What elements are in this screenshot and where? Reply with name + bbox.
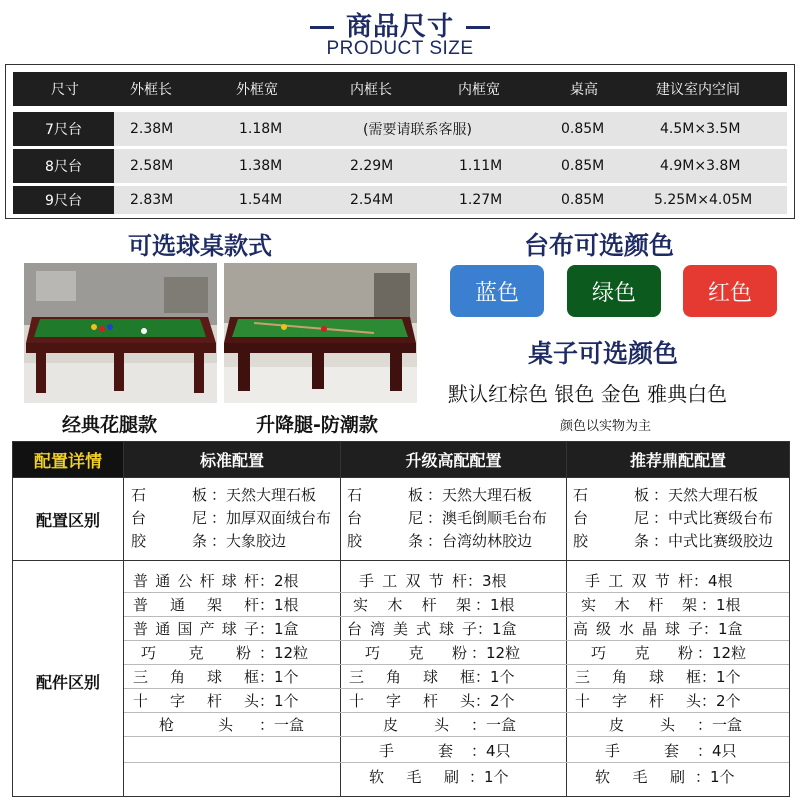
config-table bbox=[12, 441, 790, 797]
table-height: 0.85M bbox=[561, 158, 605, 174]
row-divider bbox=[124, 592, 789, 593]
config-diff-label: 配置区别 bbox=[35, 511, 100, 530]
acc-item: 手套 ：4只 bbox=[605, 742, 737, 760]
inner-note: (需要请联系客服) bbox=[363, 122, 472, 138]
lift-table-icon bbox=[224, 263, 417, 403]
title-dash-right bbox=[466, 26, 490, 29]
room-space: 5.25M×4.05M bbox=[654, 192, 753, 208]
title-text: 商品尺寸 bbox=[345, 12, 454, 42]
row-divider bbox=[124, 688, 789, 689]
caption-classic: 经典花腿款 bbox=[62, 414, 158, 436]
table-height: 0.85M bbox=[561, 192, 605, 208]
table-height: 0.85M bbox=[561, 121, 605, 137]
spec-upgrade: 石板 ：天然大理石板 台尼 ：澳毛倒顺毛台布 胶条 ：台湾幼林胶边 bbox=[347, 486, 548, 550]
row-divider bbox=[124, 664, 789, 665]
acc-item: 十字杆头：2个 bbox=[575, 692, 741, 710]
outer-length: 2.38M bbox=[130, 121, 174, 137]
outer-length: 2.83M bbox=[130, 192, 174, 208]
acc-item: 实木杆架 ：1根 bbox=[353, 596, 515, 614]
cloth-color-red[interactable]: 红色 bbox=[683, 265, 777, 317]
color-note: 颜色以实物为主 bbox=[560, 419, 652, 434]
table-photo-lift bbox=[224, 263, 417, 403]
size-table-header bbox=[13, 72, 787, 106]
col-outer-width: 外框宽 bbox=[236, 82, 278, 98]
acc-item: 普通国产球子：1盒 bbox=[133, 620, 299, 638]
body-colors-title: 桌子可选颜色 bbox=[528, 339, 679, 368]
inner-width: 1.11M bbox=[459, 158, 503, 174]
inner-length: 2.54M bbox=[350, 192, 394, 208]
col-inner-width: 内框宽 bbox=[458, 82, 500, 98]
acc-item: 普通架杆：1根 bbox=[133, 596, 299, 614]
room-space: 4.5M×3.5M bbox=[660, 121, 741, 137]
acc-item: 软毛刷 ：1个 bbox=[595, 768, 735, 786]
row-divider bbox=[124, 736, 789, 737]
col-space: 建议室内空间 bbox=[656, 82, 740, 98]
row-divider bbox=[124, 712, 789, 713]
outer-length: 2.58M bbox=[130, 158, 174, 174]
col-height: 桌高 bbox=[570, 82, 598, 98]
acc-item: 巧克粉 ：12粒 bbox=[141, 644, 309, 662]
outer-width: 1.54M bbox=[239, 192, 283, 208]
acc-item: 十字杆头：2个 bbox=[349, 692, 515, 710]
acc-item: 三角球框：1个 bbox=[349, 668, 515, 686]
acc-item: 手套 ：4只 bbox=[379, 742, 511, 760]
acc-item: 皮头 ：一盒 bbox=[609, 716, 743, 734]
acc-item: 手工双节杆：3根 bbox=[359, 572, 507, 590]
table-photo-classic bbox=[24, 263, 217, 403]
body-color-options: 默认红棕色 银色 金色 雅典白色 bbox=[448, 382, 728, 406]
cloth-color-green[interactable]: 绿色 bbox=[567, 265, 661, 317]
acc-item: 高级水晶球子：1盒 bbox=[573, 620, 743, 638]
page-subtitle: PRODUCT SIZE bbox=[326, 38, 474, 59]
acc-item: 巧克粉 ：12粒 bbox=[365, 644, 521, 662]
col-inner-length: 内框长 bbox=[350, 82, 392, 98]
acc-item: 巧克粉 ：12粒 bbox=[591, 644, 747, 662]
row-divider bbox=[124, 762, 789, 763]
room-space: 4.9M×3.8M bbox=[660, 158, 741, 174]
acc-item: 普通公杆球杆：2根 bbox=[133, 572, 299, 590]
accessory-diff-label: 配件区别 bbox=[35, 673, 100, 692]
classic-table-icon bbox=[24, 263, 217, 403]
cloth-colors-title: 台布可选颜色 bbox=[524, 231, 675, 260]
config-header-label: 配置详情 bbox=[13, 442, 123, 477]
acc-item: 三角球框：1个 bbox=[575, 668, 741, 686]
inner-width: 1.27M bbox=[459, 192, 503, 208]
inner-length: 2.29M bbox=[350, 158, 394, 174]
size-label: 7尺台 bbox=[13, 112, 114, 146]
config-col-premium: 推荐鼎配配置 bbox=[567, 442, 789, 477]
size-row-8ft bbox=[13, 149, 787, 183]
col-outer-length: 外框长 bbox=[130, 82, 172, 98]
outer-width: 1.38M bbox=[239, 158, 283, 174]
acc-item: 皮头 ：一盒 bbox=[383, 716, 517, 734]
outer-width: 1.18M bbox=[239, 121, 283, 137]
styles-title: 可选球桌款式 bbox=[128, 232, 272, 260]
size-label: 8尺台 bbox=[13, 149, 114, 183]
acc-item: 十字杆头：1个 bbox=[133, 692, 299, 710]
row-divider bbox=[124, 640, 789, 641]
row-divider bbox=[124, 616, 789, 617]
acc-item: 实木杆架 ：1根 bbox=[581, 596, 741, 614]
spec-premium: 石板 ：天然大理石板 台尼 ：中式比赛级台布 胶条 ：中式比赛级胶边 bbox=[573, 486, 774, 550]
spec-standard: 石板 ：天然大理石板 台尼 ：加厚双面绒台布 胶条 ：大象胶边 bbox=[131, 486, 332, 550]
acc-item: 三角球框：1个 bbox=[133, 668, 299, 686]
title-dash-left bbox=[310, 26, 334, 29]
config-col-standard: 标准配置 bbox=[124, 442, 340, 477]
size-label: 9尺台 bbox=[13, 186, 114, 214]
cloth-color-blue[interactable]: 蓝色 bbox=[450, 265, 544, 317]
size-row-7ft bbox=[13, 112, 787, 146]
acc-item: 枪头 ：一盒 bbox=[159, 716, 305, 734]
col-size: 尺寸 bbox=[51, 82, 79, 98]
acc-item: 台湾美式球子：1盒 bbox=[347, 620, 517, 638]
size-row-9ft bbox=[13, 186, 787, 214]
acc-item: 软毛刷 ：1个 bbox=[369, 768, 509, 786]
config-col-upgrade: 升级高配配置 bbox=[341, 442, 566, 477]
acc-item: 手工双节杆：4根 bbox=[585, 572, 733, 590]
size-table bbox=[5, 64, 795, 219]
caption-lift: 升降腿-防潮款 bbox=[256, 414, 378, 436]
